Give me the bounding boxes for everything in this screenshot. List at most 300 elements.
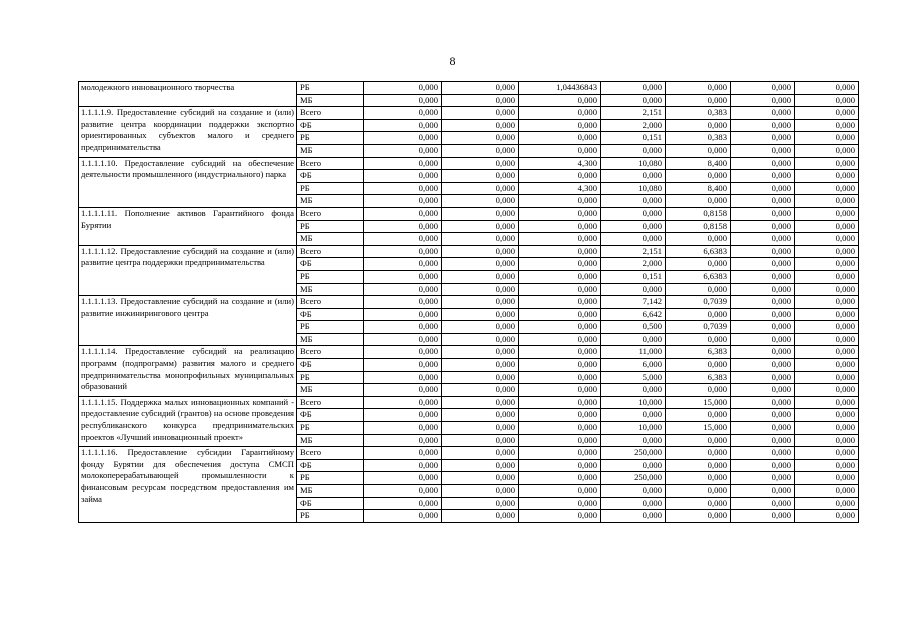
funding-source-cell: МБ — [297, 485, 364, 498]
amount-cell: 0,000 — [795, 510, 859, 523]
funding-source-cell: ФБ — [297, 497, 364, 510]
amount-cell: 0,000 — [364, 308, 442, 321]
funding-source-cell: МБ — [297, 384, 364, 397]
amount-cell: 0,151 — [601, 270, 666, 283]
funding-source-cell: МБ — [297, 333, 364, 346]
funding-source-cell: Всего — [297, 207, 364, 220]
amount-cell: 0,000 — [364, 245, 442, 258]
amount-cell: 0,000 — [442, 82, 519, 95]
amount-cell: 0,000 — [795, 170, 859, 183]
amount-cell: 11,000 — [601, 346, 666, 359]
amount-cell: 0,000 — [666, 333, 731, 346]
amount-cell: 0,000 — [731, 170, 795, 183]
amount-cell: 0,000 — [364, 510, 442, 523]
amount-cell: 0,000 — [795, 485, 859, 498]
amount-cell: 0,000 — [442, 371, 519, 384]
amount-cell: 0,000 — [601, 333, 666, 346]
table-row — [79, 157, 859, 170]
amount-cell: 0,000 — [731, 422, 795, 435]
amount-cell: 0,000 — [442, 359, 519, 372]
amount-cell: 0,000 — [364, 119, 442, 132]
funding-source-cell: МБ — [297, 195, 364, 208]
amount-cell: 0,000 — [364, 333, 442, 346]
amount-cell: 0,000 — [442, 170, 519, 183]
amount-cell: 250,000 — [601, 447, 666, 460]
amount-cell: 0,000 — [364, 409, 442, 422]
amount-cell: 10,080 — [601, 157, 666, 170]
amount-cell: 0,000 — [601, 283, 666, 296]
amount-cell: 0,000 — [795, 384, 859, 397]
measure-description: 1.1.1.1.9. Предоставление субсидий на создание и (или) развитие центра координации поддержки экспортно ориентированных субъектов малого и среднего предпринимательства — [79, 107, 297, 157]
funding-source-cell: МБ — [297, 233, 364, 246]
amount-cell: 0,000 — [731, 258, 795, 271]
funding-source-cell: РБ — [297, 220, 364, 233]
amount-cell: 250,000 — [601, 472, 666, 485]
amount-cell: 0,000 — [731, 144, 795, 157]
amount-cell: 0,000 — [795, 359, 859, 372]
amount-cell: 0,000 — [795, 396, 859, 409]
amount-cell: 0,000 — [731, 384, 795, 397]
amount-cell: 6,6383 — [666, 270, 731, 283]
funding-source-cell: РБ — [297, 371, 364, 384]
amount-cell: 0,000 — [666, 447, 731, 460]
amount-cell: 0,000 — [519, 258, 601, 271]
amount-cell: 0,000 — [666, 459, 731, 472]
amount-cell: 0,000 — [364, 384, 442, 397]
amount-cell: 0,000 — [795, 233, 859, 246]
amount-cell: 0,000 — [442, 422, 519, 435]
amount-cell: 0,000 — [731, 220, 795, 233]
amount-cell: 0,000 — [519, 485, 601, 498]
funding-source-cell: РБ — [297, 510, 364, 523]
amount-cell: 6,383 — [666, 371, 731, 384]
amount-cell: 0,000 — [364, 497, 442, 510]
amount-cell: 0,000 — [795, 447, 859, 460]
amount-cell: 0,000 — [364, 144, 442, 157]
funding-source-cell: Всего — [297, 245, 364, 258]
amount-cell: 0,000 — [795, 107, 859, 120]
amount-cell: 0,000 — [519, 270, 601, 283]
amount-cell: 2,151 — [601, 107, 666, 120]
amount-cell: 0,000 — [442, 346, 519, 359]
amount-cell: 0,000 — [731, 132, 795, 145]
amount-cell: 0,000 — [795, 497, 859, 510]
amount-cell: 0,000 — [731, 157, 795, 170]
amount-cell: 0,000 — [731, 472, 795, 485]
amount-cell: 0,000 — [364, 258, 442, 271]
amount-cell: 6,642 — [601, 308, 666, 321]
table-row — [79, 207, 859, 220]
amount-cell: 0,000 — [666, 359, 731, 372]
amount-cell: 0,000 — [519, 283, 601, 296]
amount-cell: 0,000 — [519, 170, 601, 183]
amount-cell: 0,000 — [442, 245, 519, 258]
amount-cell: 0,000 — [795, 472, 859, 485]
amount-cell: 0,000 — [519, 220, 601, 233]
amount-cell: 0,000 — [519, 207, 601, 220]
amount-cell: 6,383 — [666, 346, 731, 359]
amount-cell: 0,000 — [442, 308, 519, 321]
amount-cell: 0,000 — [442, 119, 519, 132]
funding-source-cell: РБ — [297, 270, 364, 283]
amount-cell: 0,000 — [519, 245, 601, 258]
amount-cell: 0,000 — [731, 485, 795, 498]
funding-source-cell: РБ — [297, 82, 364, 95]
amount-cell: 0,000 — [364, 270, 442, 283]
amount-cell: 0,000 — [666, 283, 731, 296]
amount-cell: 0,000 — [731, 94, 795, 107]
amount-cell: 0,000 — [601, 459, 666, 472]
amount-cell: 0,000 — [442, 459, 519, 472]
amount-cell: 0,000 — [364, 195, 442, 208]
amount-cell: 7,142 — [601, 296, 666, 309]
amount-cell: 0,000 — [364, 107, 442, 120]
amount-cell: 0,000 — [601, 409, 666, 422]
amount-cell: 0,000 — [795, 459, 859, 472]
amount-cell: 0,000 — [666, 144, 731, 157]
amount-cell: 0,000 — [666, 472, 731, 485]
amount-cell: 0,000 — [601, 384, 666, 397]
amount-cell: 0,000 — [519, 119, 601, 132]
amount-cell: 0,000 — [795, 132, 859, 145]
amount-cell: 0,000 — [519, 233, 601, 246]
amount-cell: 0,000 — [442, 296, 519, 309]
amount-cell: 0,000 — [795, 82, 859, 95]
amount-cell: 0,000 — [795, 422, 859, 435]
funding-source-cell: Всего — [297, 396, 364, 409]
amount-cell: 0,000 — [731, 459, 795, 472]
amount-cell: 0,000 — [795, 207, 859, 220]
amount-cell: 0,000 — [601, 233, 666, 246]
amount-cell: 0,000 — [519, 409, 601, 422]
measure-description: 1.1.1.1.12. Предоставление субсидий на создание и (или) развитие центра поддержки предпринимательства — [79, 245, 297, 295]
measure-description: 1.1.1.1.16. Предоставление субсидии Гарантийному фонду Бурятии для обеспечения доступа СМСП молокоперерабатывающей промышленности к финансовым ресурсам посредством предоставления им займа — [79, 447, 297, 523]
funding-source-cell: Всего — [297, 447, 364, 460]
amount-cell: 0,000 — [442, 283, 519, 296]
amount-cell: 0,000 — [442, 144, 519, 157]
amount-cell: 0,000 — [519, 359, 601, 372]
amount-cell: 0,000 — [601, 195, 666, 208]
table-row — [79, 396, 859, 409]
amount-cell: 0,000 — [795, 258, 859, 271]
amount-cell: 0,000 — [364, 346, 442, 359]
table-row — [79, 107, 859, 120]
amount-cell: 0,000 — [364, 434, 442, 447]
amount-cell: 10,000 — [601, 396, 666, 409]
funding-source-cell: РБ — [297, 182, 364, 195]
amount-cell: 0,000 — [442, 485, 519, 498]
amount-cell: 0,000 — [666, 497, 731, 510]
amount-cell: 2,151 — [601, 245, 666, 258]
amount-cell: 0,000 — [442, 94, 519, 107]
amount-cell: 0,000 — [519, 371, 601, 384]
amount-cell: 0,000 — [795, 283, 859, 296]
amount-cell: 0,000 — [442, 157, 519, 170]
amount-cell: 0,000 — [442, 333, 519, 346]
measure-description: 1.1.1.1.13. Предоставление субсидий на создание и (или) развитие инжинирингового центра — [79, 296, 297, 346]
amount-cell: 0,000 — [601, 170, 666, 183]
amount-cell: 0,000 — [795, 245, 859, 258]
measure-description: 1.1.1.1.11. Пополнение активов Гарантийного фонда Бурятии — [79, 207, 297, 245]
amount-cell: 4,300 — [519, 182, 601, 195]
amount-cell: 0,000 — [795, 157, 859, 170]
amount-cell: 0,000 — [795, 144, 859, 157]
table-row — [79, 245, 859, 258]
amount-cell: 0,000 — [364, 182, 442, 195]
amount-cell: 0,7039 — [666, 296, 731, 309]
amount-cell: 0,000 — [601, 434, 666, 447]
amount-cell: 0,000 — [731, 510, 795, 523]
funding-source-cell: ФБ — [297, 170, 364, 183]
amount-cell: 0,000 — [442, 182, 519, 195]
amount-cell: 0,000 — [795, 220, 859, 233]
amount-cell: 15,000 — [666, 396, 731, 409]
amount-cell: 2,000 — [601, 258, 666, 271]
funding-source-cell: МБ — [297, 144, 364, 157]
amount-cell: 0,000 — [364, 94, 442, 107]
amount-cell: 0,000 — [519, 144, 601, 157]
amount-cell: 0,000 — [731, 396, 795, 409]
amount-cell: 10,080 — [601, 182, 666, 195]
amount-cell: 0,000 — [795, 321, 859, 334]
amount-cell: 0,000 — [442, 258, 519, 271]
amount-cell: 0,7039 — [666, 321, 731, 334]
measure-description: молодежного инновационного творчества — [79, 82, 297, 107]
amount-cell: 0,000 — [519, 333, 601, 346]
amount-cell: 0,000 — [666, 258, 731, 271]
amount-cell: 0,000 — [442, 396, 519, 409]
amount-cell: 0,000 — [519, 396, 601, 409]
amount-cell: 0,8158 — [666, 220, 731, 233]
amount-cell: 0,151 — [601, 132, 666, 145]
table-row — [79, 296, 859, 309]
amount-cell: 0,000 — [731, 283, 795, 296]
measure-description: 1.1.1.1.10. Предоставление субсидий на обеспечение деятельности промышленного (индустриального) парка — [79, 157, 297, 207]
amount-cell: 0,000 — [666, 510, 731, 523]
amount-cell: 0,000 — [442, 220, 519, 233]
amount-cell: 0,000 — [601, 510, 666, 523]
amount-cell: 0,000 — [519, 459, 601, 472]
amount-cell: 0,000 — [731, 333, 795, 346]
amount-cell: 8,400 — [666, 182, 731, 195]
amount-cell: 0,000 — [731, 346, 795, 359]
amount-cell: 0,000 — [364, 207, 442, 220]
amount-cell: 0,000 — [731, 409, 795, 422]
amount-cell: 0,000 — [442, 434, 519, 447]
amount-cell: 0,000 — [666, 119, 731, 132]
funding-source-cell: РБ — [297, 472, 364, 485]
amount-cell: 0,000 — [519, 195, 601, 208]
amount-cell: 0,000 — [442, 195, 519, 208]
amount-cell: 0,000 — [519, 296, 601, 309]
funding-source-cell: РБ — [297, 422, 364, 435]
funding-source-cell: РБ — [297, 132, 364, 145]
amount-cell: 0,000 — [666, 195, 731, 208]
amount-cell: 0,000 — [442, 107, 519, 120]
amount-cell: 0,000 — [731, 308, 795, 321]
measure-description: 1.1.1.1.14. Предоставление субсидий на реализацию программ (подпрограмм) развития малого и среднего предпринимательства монопрофильных муниципальных образований — [79, 346, 297, 396]
funding-source-cell: ФБ — [297, 308, 364, 321]
amount-cell: 0,000 — [519, 447, 601, 460]
amount-cell: 0,000 — [666, 308, 731, 321]
funding-source-cell: МБ — [297, 283, 364, 296]
amount-cell: 0,000 — [795, 195, 859, 208]
amount-cell: 0,000 — [519, 384, 601, 397]
amount-cell: 0,000 — [666, 170, 731, 183]
amount-cell: 0,000 — [731, 195, 795, 208]
amount-cell: 0,000 — [364, 396, 442, 409]
amount-cell: 0,000 — [519, 321, 601, 334]
amount-cell: 0,000 — [731, 119, 795, 132]
amount-cell: 0,383 — [666, 132, 731, 145]
amount-cell: 0,000 — [601, 82, 666, 95]
funding-source-cell: РБ — [297, 321, 364, 334]
amount-cell: 0,000 — [519, 497, 601, 510]
funding-source-cell: Всего — [297, 157, 364, 170]
amount-cell: 0,000 — [442, 497, 519, 510]
amount-cell: 0,000 — [364, 233, 442, 246]
amount-cell: 0,000 — [442, 270, 519, 283]
amount-cell: 0,000 — [364, 296, 442, 309]
amount-cell: 0,000 — [666, 409, 731, 422]
amount-cell: 0,000 — [666, 485, 731, 498]
funding-source-cell: ФБ — [297, 119, 364, 132]
amount-cell: 15,000 — [666, 422, 731, 435]
amount-cell: 0,000 — [731, 359, 795, 372]
amount-cell: 0,000 — [442, 510, 519, 523]
amount-cell: 0,000 — [795, 119, 859, 132]
amount-cell: 0,000 — [519, 132, 601, 145]
amount-cell: 0,000 — [601, 220, 666, 233]
amount-cell: 0,000 — [442, 233, 519, 246]
amount-cell: 0,000 — [795, 94, 859, 107]
amount-cell: 6,6383 — [666, 245, 731, 258]
funding-source-cell: Всего — [297, 346, 364, 359]
table-body — [79, 82, 859, 523]
amount-cell: 0,000 — [442, 447, 519, 460]
amount-cell: 0,000 — [795, 270, 859, 283]
amount-cell: 0,000 — [795, 296, 859, 309]
budget-table — [78, 81, 859, 523]
amount-cell: 0,000 — [795, 182, 859, 195]
amount-cell: 0,000 — [364, 447, 442, 460]
amount-cell: 1,04436843 — [519, 82, 601, 95]
amount-cell: 0,000 — [442, 321, 519, 334]
amount-cell: 0,000 — [364, 472, 442, 485]
amount-cell: 0,000 — [731, 497, 795, 510]
amount-cell: 0,383 — [666, 107, 731, 120]
amount-cell: 0,000 — [731, 182, 795, 195]
amount-cell: 0,000 — [442, 384, 519, 397]
amount-cell: 0,000 — [442, 472, 519, 485]
amount-cell: 0,000 — [364, 220, 442, 233]
amount-cell: 5,000 — [601, 371, 666, 384]
funding-source-cell: ФБ — [297, 409, 364, 422]
amount-cell: 0,500 — [601, 321, 666, 334]
page-number: 8 — [449, 54, 456, 68]
amount-cell: 10,000 — [601, 422, 666, 435]
amount-cell: 0,000 — [364, 485, 442, 498]
amount-cell: 0,000 — [795, 409, 859, 422]
amount-cell: 0,000 — [795, 434, 859, 447]
amount-cell: 0,000 — [795, 308, 859, 321]
amount-cell: 0,000 — [731, 371, 795, 384]
amount-cell: 0,000 — [795, 333, 859, 346]
amount-cell: 0,000 — [364, 283, 442, 296]
amount-cell: 0,000 — [364, 359, 442, 372]
amount-cell: 0,000 — [666, 233, 731, 246]
amount-cell: 0,000 — [731, 447, 795, 460]
amount-cell: 0,000 — [731, 245, 795, 258]
amount-cell: 0,000 — [519, 346, 601, 359]
amount-cell: 0,000 — [601, 144, 666, 157]
amount-cell: 0,000 — [666, 82, 731, 95]
amount-cell: 0,000 — [442, 207, 519, 220]
funding-source-cell: ФБ — [297, 258, 364, 271]
table-row — [79, 82, 859, 95]
amount-cell: 0,000 — [731, 270, 795, 283]
amount-cell: 0,8158 — [666, 207, 731, 220]
amount-cell: 0,000 — [519, 308, 601, 321]
amount-cell: 0,000 — [731, 296, 795, 309]
funding-source-cell: Всего — [297, 296, 364, 309]
amount-cell: 0,000 — [364, 321, 442, 334]
amount-cell: 0,000 — [601, 94, 666, 107]
amount-cell: 6,000 — [601, 359, 666, 372]
funding-source-cell: ФБ — [297, 359, 364, 372]
amount-cell: 0,000 — [666, 434, 731, 447]
funding-source-cell: МБ — [297, 434, 364, 447]
funding-source-cell: Всего — [297, 107, 364, 120]
amount-cell: 0,000 — [519, 510, 601, 523]
amount-cell: 0,000 — [364, 157, 442, 170]
amount-cell: 0,000 — [364, 170, 442, 183]
amount-cell: 0,000 — [731, 434, 795, 447]
amount-cell: 0,000 — [601, 497, 666, 510]
amount-cell: 0,000 — [731, 233, 795, 246]
amount-cell: 0,000 — [519, 422, 601, 435]
table-row — [79, 447, 859, 460]
amount-cell: 2,000 — [601, 119, 666, 132]
amount-cell: 0,000 — [442, 409, 519, 422]
amount-cell: 0,000 — [731, 82, 795, 95]
amount-cell: 0,000 — [601, 207, 666, 220]
amount-cell: 0,000 — [364, 132, 442, 145]
amount-cell: 0,000 — [519, 94, 601, 107]
amount-cell: 0,000 — [666, 384, 731, 397]
funding-source-cell: ФБ — [297, 459, 364, 472]
table-row — [79, 346, 859, 359]
amount-cell: 0,000 — [364, 371, 442, 384]
amount-cell: 0,000 — [519, 107, 601, 120]
amount-cell: 0,000 — [364, 459, 442, 472]
amount-cell: 0,000 — [666, 94, 731, 107]
amount-cell: 4,300 — [519, 157, 601, 170]
amount-cell: 0,000 — [519, 434, 601, 447]
amount-cell: 0,000 — [601, 485, 666, 498]
amount-cell: 0,000 — [795, 371, 859, 384]
amount-cell: 0,000 — [731, 107, 795, 120]
amount-cell: 0,000 — [364, 82, 442, 95]
amount-cell: 0,000 — [442, 132, 519, 145]
amount-cell: 8,400 — [666, 157, 731, 170]
funding-source-cell: МБ — [297, 94, 364, 107]
amount-cell: 0,000 — [795, 346, 859, 359]
measure-description: 1.1.1.1.15. Поддержка малых инновационных компаний - предоставление субсидий (грантов) на основе проведения республиканского конкурса предпринимательских проектов «Лучший инновационный проект» — [79, 396, 297, 446]
amount-cell: 0,000 — [364, 422, 442, 435]
amount-cell: 0,000 — [519, 472, 601, 485]
amount-cell: 0,000 — [731, 207, 795, 220]
